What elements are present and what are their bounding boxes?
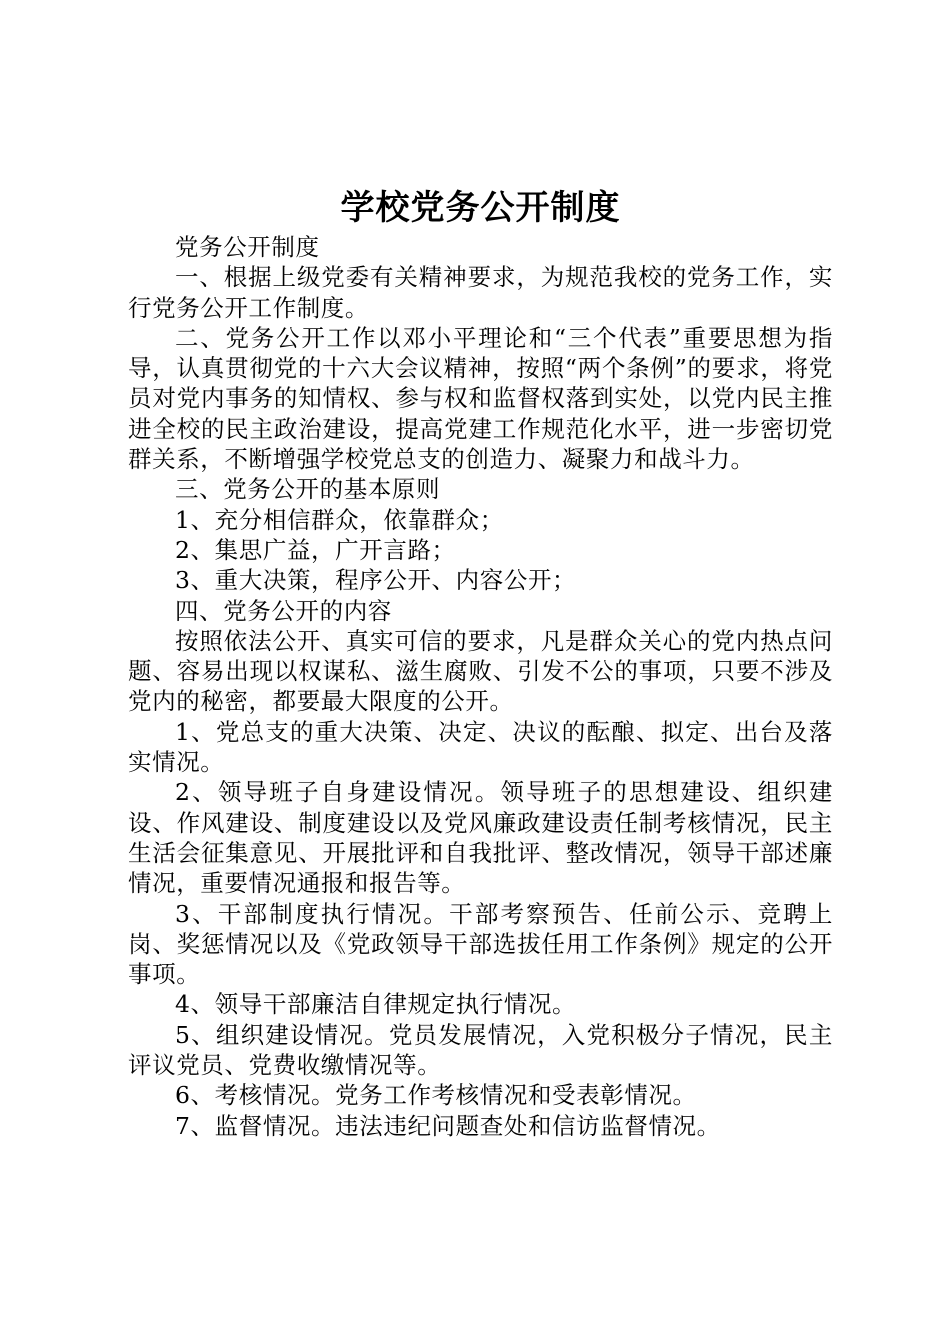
paragraph-principle-3: 3、重大决策，程序公开、内容公开； (175, 566, 577, 595)
paragraph-content-6: 6、考核情况。党务工作考核情况和受表彰情况。 (175, 1081, 697, 1110)
paragraph-section-4: 四、党务公开的内容 (175, 596, 392, 625)
paragraph-section-2: 二、党务公开工作以邓小平理论和“三个代表”重要思想为指导，认真贯彻党的十六大会议精神，按照“两个条例”的要求，将党员对党内事务的知情权、参与权和监督权落到实处，以党内民主推进全校的民主政治建设，提高党建工作规范化水平，进一步密切党群关系，不断增强学校党总支的创造力、凝聚力和战斗力。 (128, 323, 833, 474)
paragraph-section-1: 一、根据上级党委有关精神要求，为规范我校的党务工作，实行党务公开工作制度。 (128, 263, 833, 322)
paragraph-content-5: 5、组织建设情况。党员发展情况，入党积极分子情况，民主评议党员、党费收缴情况等。 (128, 1020, 833, 1080)
paragraph-content-4: 4、领导干部廉洁自律规定执行情况。 (175, 990, 577, 1019)
paragraph-content-1: 1、党总支的重大决策、决定、决议的酝酿、拟定、出台及落实情况。 (128, 717, 833, 777)
document-title: 学校党务公开制度 (340, 188, 621, 228)
document-body (128, 232, 833, 1141)
paragraph-content-intro: 按照依法公开、真实可信的要求，凡是群众关心的党内热点问题、容易出现以权谋私、滋生腐败、引发不公的事项，只要不涉及党内的秘密，都要最大限度的公开。 (128, 626, 833, 716)
paragraph-heading: 党务公开制度 (175, 233, 320, 261)
paragraph-content-7: 7、监督情况。违法违纪问题查处和信访监督情况。 (175, 1111, 721, 1140)
paragraph-principle-2: 2、集思广益，广开言路； (175, 535, 456, 564)
paragraph-principle-1: 1、充分相信群众，依靠群众； (175, 505, 504, 534)
paragraph-section-3: 三、党务公开的基本原则 (175, 475, 441, 504)
paragraph-content-3: 3、干部制度执行情况。干部考察预告、任前公示、竞聘上岗、奖惩情况以及《党政领导干部选拔任用工作条例》规定的公开事项。 (128, 899, 833, 989)
paragraph-content-2: 2、领导班子自身建设情况。领导班子的思想建设、组织建设、作风建设、制度建设以及党风廉政建设责任制考核情况，民主生活会征集意见、开展批评和自我批评、整改情况，领导干部述廉情况，重要情况通报和报告等。 (128, 778, 833, 898)
